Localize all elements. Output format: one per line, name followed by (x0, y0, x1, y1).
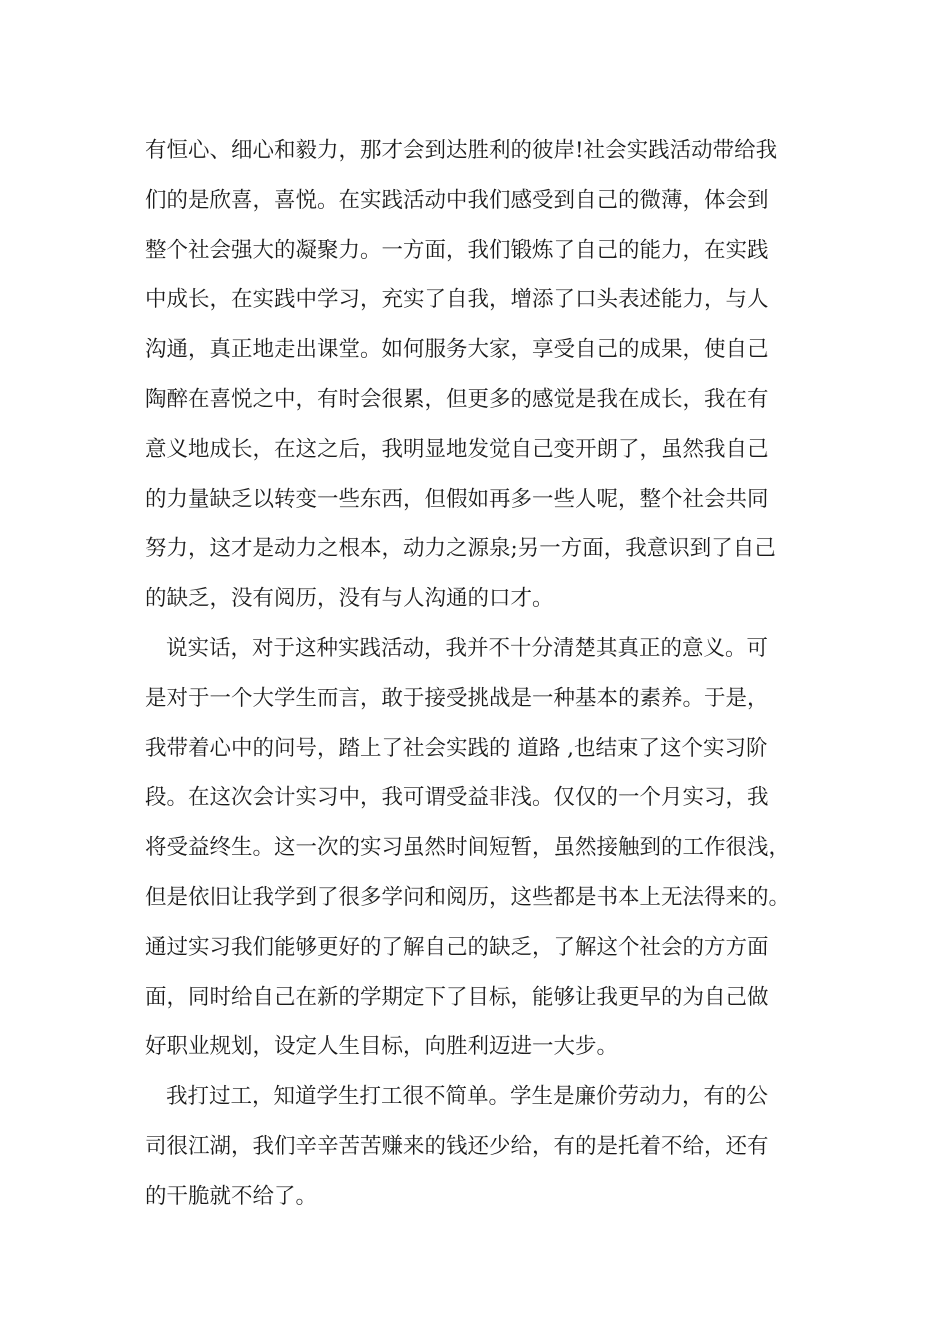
text-line: 们的是欣喜，喜悦。在实践活动中我们感受到自己的微薄，体会到 (145, 187, 769, 213)
text-line: 将受益终生。这一次的实习虽然时间短暂，虽然接触到的工作很浅， (145, 835, 791, 861)
text-line: 通过实习我们能够更好的了解自己的缺乏，了解这个社会的方方面 (145, 934, 769, 960)
text-line: 意义地成长，在这之后，我明显地发觉自己变开朗了，虽然我自己 (145, 436, 769, 462)
text-line: 陶醉在喜悦之中，有时会很累，但更多的感觉是我在成长，我在有 (145, 386, 769, 412)
text-line: 但是依旧让我学到了很多学问和阅历，这些都是书本上无法得来的。 (145, 884, 791, 910)
text-line: 说实话，对于这种实践活动，我并不十分清楚其真正的意义。可 (166, 635, 769, 661)
text-line: 好职业规划，设定人生目标，向胜利迈进一大步。 (145, 1034, 619, 1060)
text-line: 的力量缺乏以转变一些东西，但假如再多一些人呢，整个社会共同 (145, 486, 769, 512)
text-line: 段。在这次会计实习中，我可谓受益非浅。仅仅的一个月实习，我 (145, 785, 769, 811)
text-line: 整个社会强大的凝聚力。一方面，我们锻炼了自己的能力，在实践 (145, 237, 769, 263)
text-line: 司很江湖，我们辛辛苦苦赚来的钱还少给，有的是托着不给，还有 (145, 1133, 769, 1159)
text-line: 努力，这才是动力之根本，动力之源泉;另一方面，我意识到了自己 (145, 536, 776, 562)
text-line: 是对于一个大学生而言，敢于接受挑战是一种基本的素养。于是， (145, 685, 769, 711)
text-line: 面，同时给自己在新的学期定下了目标，能够让我更早的为自己做 (145, 984, 769, 1010)
text-line: 我打过工，知道学生打工很不简单。学生是廉价劳动力，有的公 (166, 1084, 769, 1110)
document-body (145, 126, 825, 1222)
text-line: 有恒心、细心和毅力，那才会到达胜利的彼岸!社会实践活动带给我 (145, 138, 778, 163)
text-line: 的干脆就不给了。 (145, 1183, 318, 1209)
text-line: 的缺乏，没有阅历，没有与人沟通的口才。 (145, 586, 554, 612)
text-line: 我带着心中的问号，踏上了社会实践的 道路 ,也结束了这个实习阶 (145, 735, 768, 761)
text-line: 沟通，真正地走出课堂。如何服务大家，享受自己的成果，使自己 (145, 337, 769, 363)
text-line: 中成长，在实践中学习，充实了自我，增添了口头表述能力，与人 (145, 287, 769, 313)
